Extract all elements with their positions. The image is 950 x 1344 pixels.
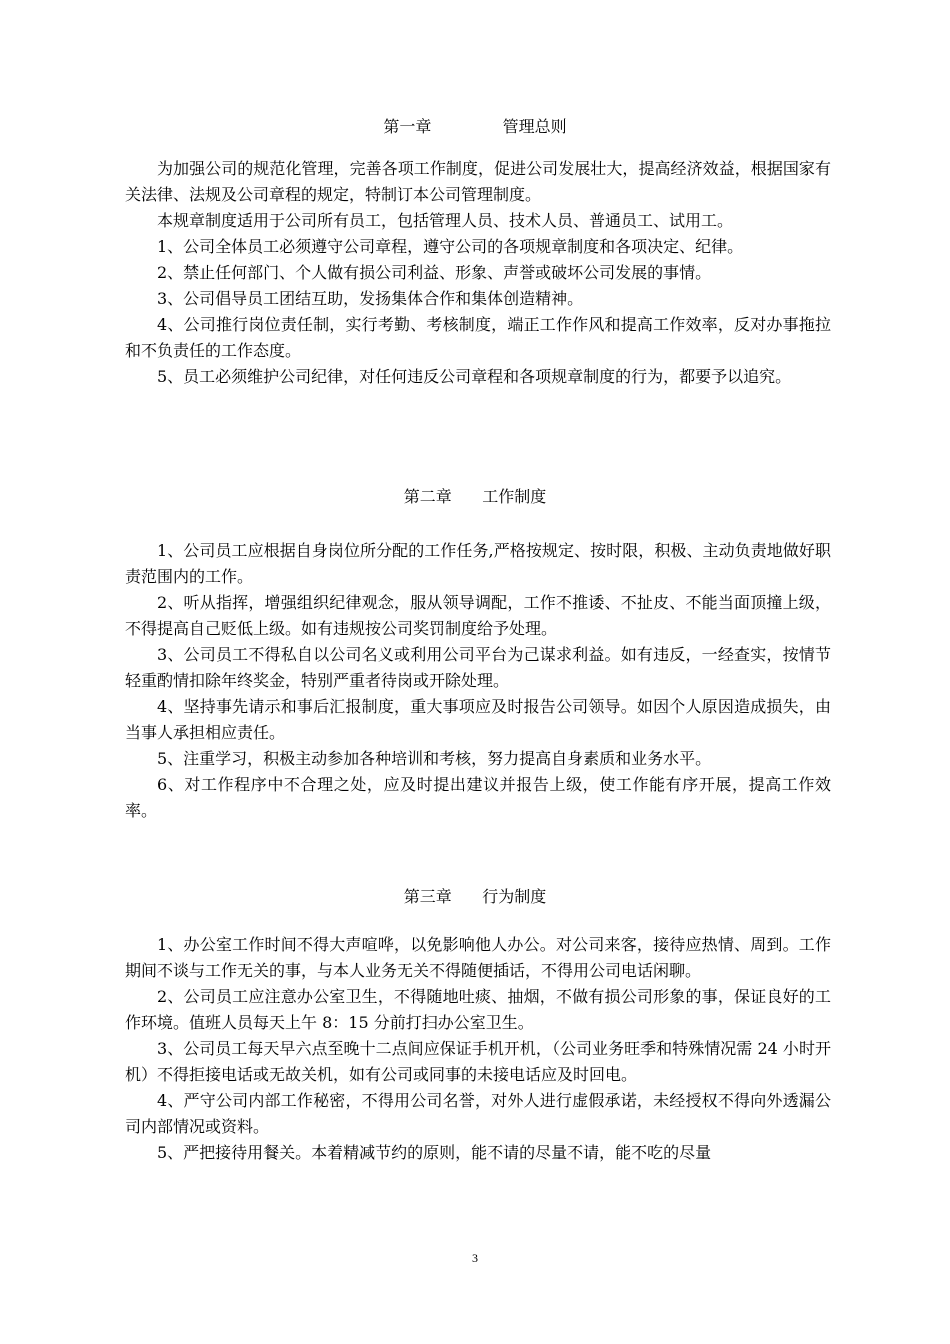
chapter-3-heading: 第三章 行为制度	[403, 887, 547, 906]
paragraph: 1、公司全体员工必须遵守公司章程，遵守公司的各项规章制度和各项决定、纪律。	[157, 237, 744, 256]
paragraph: 5、严把接待用餐关。本着精减节约的原则，能不请的尽量不请，能不吃的尽量	[157, 1143, 712, 1162]
paragraph: 2、禁止任何部门、个人做有损公司利益、形象、声誉或破坏公司发展的事情。	[157, 263, 712, 282]
paragraph: 1、办公室工作时间不得大声喧哗，以免影响他人办公。对公司来客，接待应热情、周到。工作期间不谈与工作无关的事，与本人业务无关不得随便插话，不得用公司电话闲聊。	[125, 935, 831, 980]
paragraph: 5、员工必须维护公司纪律，对任何违反公司章程和各项规章制度的行为，都要予以追究。	[157, 367, 792, 386]
chapter-1-body	[125, 156, 831, 390]
paragraph: 3、公司员工不得私自以公司名义或利用公司平台为己谋求利益。如有违反，一经查实，按情节轻重酌情扣除年终奖金，特别严重者待岗或开除处理。	[125, 645, 831, 690]
paragraph: 4、坚持事先请示和事后汇报制度，重大事项应及时报告公司领导。如因个人原因造成损失，由当事人承担相应责任。	[125, 697, 831, 742]
paragraph: 为加强公司的规范化管理，完善各项工作制度，促进公司发展壮大，提高经济效益，根据国家有关法律、法规及公司章程的规定，特制订本公司管理制度。	[125, 159, 831, 204]
page-number: 3	[472, 1251, 478, 1265]
paragraph: 4、严守公司内部工作秘密，不得用公司名誉，对外人进行虚假承诺，未经授权不得向外透漏公司内部情况或资料。	[125, 1091, 831, 1136]
paragraph: 2、听从指挥，增强组织纪律观念，服从领导调配，工作不推诿、不扯皮、不能当面顶撞上级，不得提高自己贬低上级。如有违规按公司奖罚制度给予处理。	[125, 593, 831, 638]
paragraph: 本规章制度适用于公司所有员工，包括管理人员、技术人员、普通员工、试用工。	[157, 211, 734, 230]
paragraph: 1、公司员工应根据自身岗位所分配的工作任务,严格按规定、按时限，积极、主动负责地做好职责范围内的工作。	[125, 541, 831, 586]
chapter-1-heading: 第一章 管理总则	[383, 117, 567, 136]
paragraph: 3、公司员工每天早六点至晚十二点间应保证手机开机，（公司业务旺季和特殊情况需 24 小时开机）不得拒接电话或无故关机，如有公司或同事的未接电话应及时回电。	[125, 1039, 831, 1084]
paragraph: 4、公司推行岗位责任制，实行考勤、考核制度，端正工作作风和提高工作效率，反对办事拖拉和不负责任的工作态度。	[125, 315, 831, 360]
paragraph: 5、注重学习，积极主动参加各种培训和考核，努力提高自身素质和业务水平。	[157, 749, 712, 768]
chapter-2-heading: 第二章 工作制度	[403, 487, 547, 506]
chapter-3-body	[125, 932, 831, 1166]
chapter-2-body	[125, 538, 831, 824]
paragraph: 3、公司倡导员工团结互助，发扬集体合作和集体创造精神。	[157, 289, 584, 308]
paragraph: 2、公司员工应注意办公室卫生，不得随地吐痰、抽烟，不做有损公司形象的事，保证良好的工作环境。值班人员每天上午 8：15 分前打扫办公室卫生。	[125, 987, 831, 1032]
paragraph: 6、对工作程序中不合理之处，应及时提出建议并报告上级，使工作能有序开展，提高工作效率。	[125, 775, 831, 820]
